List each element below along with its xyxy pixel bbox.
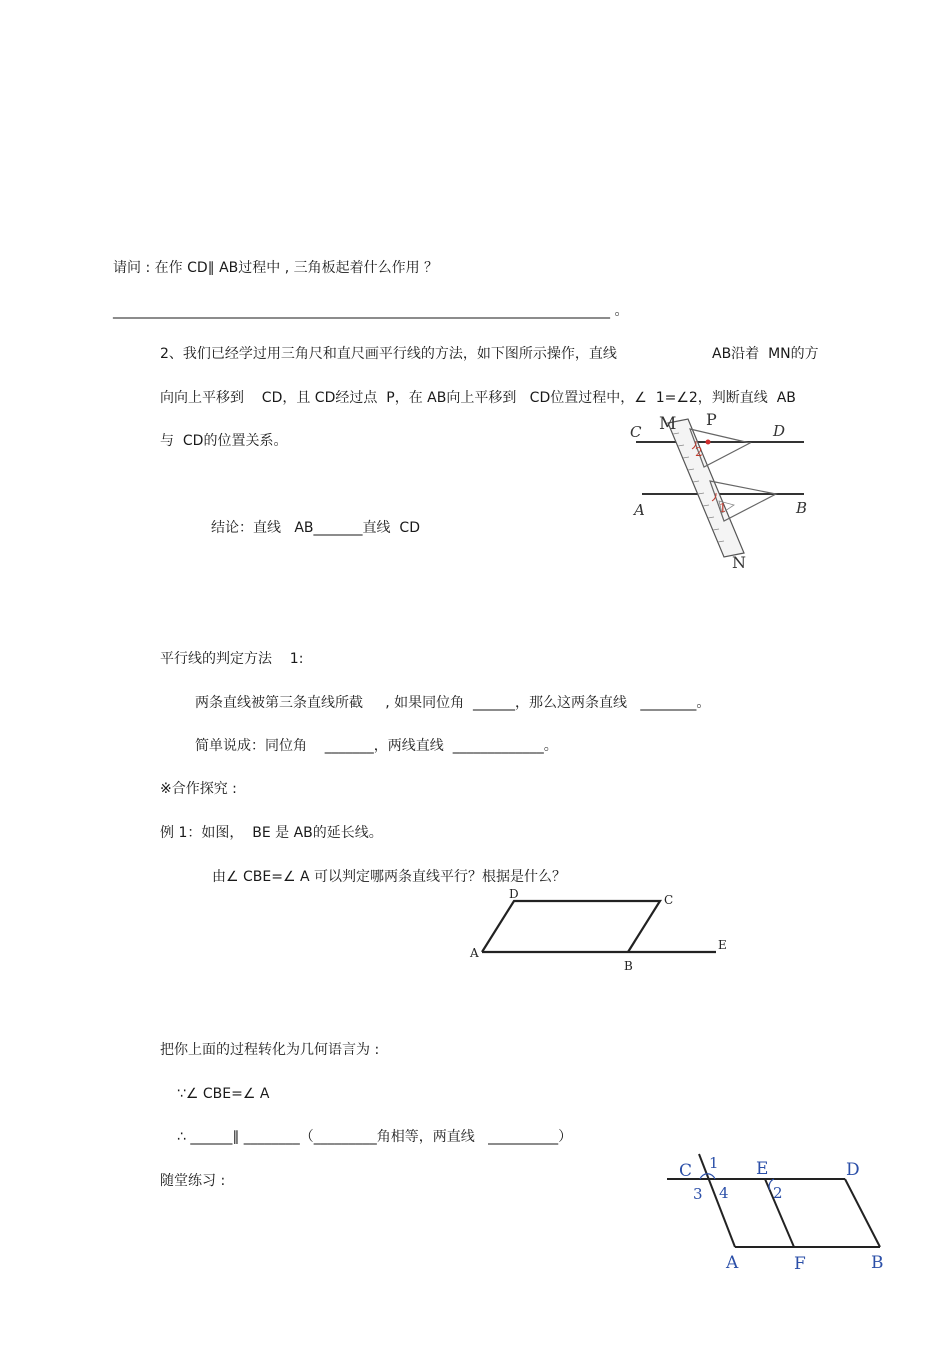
label-b: B: [624, 959, 633, 973]
answer-blank: _______________________________________________________________________ 。: [113, 303, 629, 319]
practice-heading: 随堂练习 :: [160, 1173, 226, 1189]
convert-line: 把你上面的过程转化为几何语言为 :: [160, 1042, 380, 1058]
p2-conclusion: 结论：直线 AB_______直线 CD: [211, 520, 420, 536]
label-c: C: [679, 1161, 693, 1181]
label-n: N: [732, 553, 746, 572]
p2-line3: 与 CD的位置关系。: [160, 433, 288, 449]
label-a: A: [634, 501, 645, 519]
parallelogram-abcd: [482, 901, 660, 952]
therefore-line: ∴ ______∥ ________（_________角相等，两直线 __________）: [177, 1129, 573, 1145]
because-line: ∵∠ CBE=∠ A: [177, 1086, 270, 1102]
ruler: [668, 419, 744, 557]
method-short: 简单说成：同位角 _______，两线直线 _____________。: [195, 738, 558, 754]
p2-line1-tail: AB沿着 MN的方: [712, 346, 819, 362]
label-b: B: [796, 499, 808, 517]
point-p: [706, 440, 711, 445]
label-p: P: [706, 410, 717, 429]
method-title: 平行线的判定方法 1:: [160, 651, 304, 667]
label-d: D: [773, 422, 786, 440]
angle-1-label: 1: [719, 501, 727, 515]
label-c: C: [630, 423, 642, 441]
angle-3-label: 3: [693, 1185, 703, 1203]
label-d: D: [846, 1160, 860, 1180]
p2-line1: 2、我们已经学过用三角尺和直尺画平行线的方法，如下图所示操作，直线: [160, 346, 617, 362]
example-line: 例 1：如图， BE 是 AB的延长线。: [160, 825, 383, 841]
label-e: E: [756, 1159, 769, 1179]
label-c: C: [664, 893, 674, 907]
label-d: D: [509, 887, 519, 901]
label-b: B: [871, 1253, 884, 1273]
question-line: 请问 : 在作 CD∥ AB过程中 , 三角板起着什么作用 ？: [113, 260, 439, 276]
example-question: 由∠ CBE=∠ A 可以判定哪两条直线平行？根据是什么？: [212, 869, 566, 885]
figure-practice: [660, 1150, 900, 1275]
angle-2-label: 2: [695, 445, 703, 459]
line-db: [845, 1179, 880, 1247]
figure-ruler-translation: [626, 405, 816, 575]
label-e: E: [718, 938, 727, 952]
angle-1-label: 1: [709, 1154, 719, 1172]
label-f: F: [794, 1254, 806, 1274]
coop-heading: ※合作探究 :: [160, 781, 237, 797]
figure-parallelogram: [464, 885, 744, 980]
p2-line2: 向向上平移到 CD，且 CD经过点 P，在 AB向上平移到 CD位置过程中，∠ 1=∠2，判断直线 AB: [160, 390, 796, 406]
label-a: A: [726, 1253, 739, 1273]
label-m: M: [659, 414, 677, 434]
angle-4-label: 4: [719, 1184, 729, 1202]
method-rule: 两条直线被第三条直线所截 , 如果同位角 ______，那么这两条直线 ________。: [195, 695, 711, 711]
angle-2-label: 2: [773, 1184, 783, 1202]
label-a: A: [470, 946, 479, 960]
